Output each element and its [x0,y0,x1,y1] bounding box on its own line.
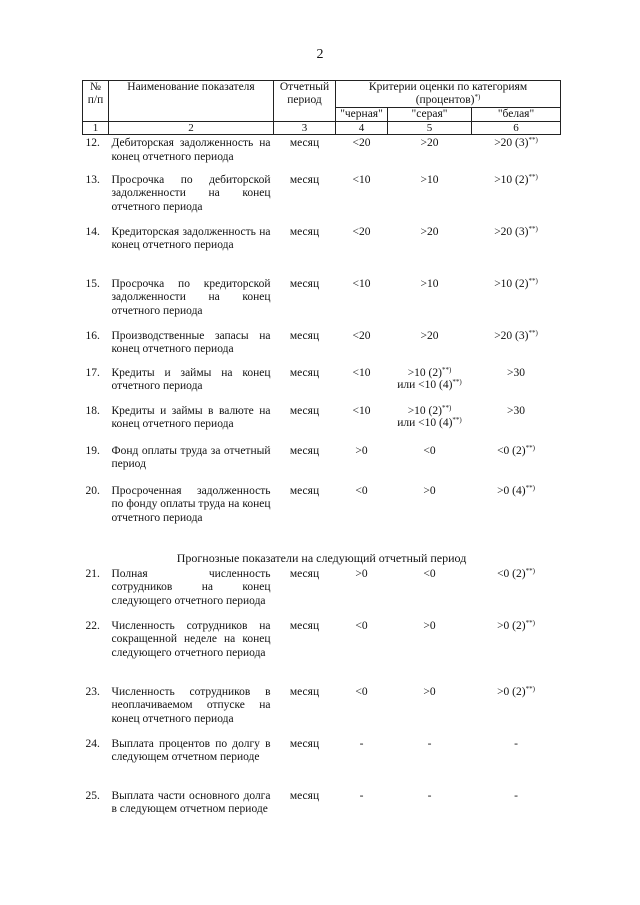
row-number: 24. [85,737,100,750]
table-row [83,276,561,328]
white-criterion: >10 (2)**) [494,172,538,186]
row-number: 13. [85,173,100,186]
table-row [83,328,561,365]
white-criterion: >0 (2)**) [497,684,535,698]
indicator-name: Просрочка по кредиторской задолженности на конец отчетного периода [111,277,271,317]
indicator-name: Кредиторская задолженность на конец отчетного периода [111,225,271,251]
grey-criterion: <0 [423,567,436,580]
row-number: 21. [85,567,100,580]
row-number: 12. [85,137,100,149]
header-period: Отчетный период [274,81,336,122]
reporting-period: месяц [289,737,320,750]
row-number: 18. [85,404,100,417]
reporting-period: месяц [289,619,320,632]
table-row [83,443,561,483]
black-criterion: <0 [355,685,368,698]
grey-criterion: >10 [420,173,439,186]
black-criterion: <10 [352,366,371,379]
black-criterion: <0 [355,619,368,632]
header-indicator-name: Наименование показателя [109,81,274,122]
black-criterion: >0 [355,444,368,457]
grey-criterion: - [427,737,432,750]
white-criterion: >20 (3)**) [494,224,538,238]
black-criterion: <10 [352,404,371,417]
indicator-name: Выплата процентов по долгу в следующем отчетном периоде [111,737,271,763]
row-number: 19. [85,444,100,457]
grey-criterion: >0 [423,685,436,698]
indicator-name: Просроченная задолженность по фонду оплаты труда на конец отчетного периода [111,484,271,524]
white-criterion: >10 (2)**) [494,276,538,290]
table-row [83,483,561,551]
row-number: 15. [85,277,100,290]
grey-criterion: >0 [423,619,436,632]
grey-criterion: >10 (2)**) или <10 (4)**) [397,365,462,391]
indicator-name: Полная численность сотрудников на конец следующего отчетного периода [111,567,271,607]
reporting-period: месяц [289,277,320,290]
white-criterion: - [514,737,518,750]
grey-criterion: <0 [423,444,436,457]
col-number: 2 [109,122,274,135]
header-number: № п/п [83,81,109,122]
header-black: "черная" [336,108,388,122]
indicator-name: Фонд оплаты труда за отчетный период [111,444,271,470]
white-criterion: >0 (4)**) [497,483,535,497]
indicator-name: Выплата части основного долга в следующем отчетном периоде [111,789,271,815]
header-grey: "серая" [388,108,472,122]
black-criterion: - [359,789,364,802]
grey-criterion: >10 [420,277,439,290]
reporting-period: месяц [289,404,320,417]
black-criterion: >0 [355,567,368,580]
grey-criterion: >20 [420,329,439,342]
black-criterion: <20 [352,225,371,238]
row-number: 22. [85,619,100,632]
white-criterion: <0 (2)**) [497,566,535,580]
col-number: 1 [83,122,109,135]
grey-criterion: >0 [423,484,436,497]
table-row [83,224,561,276]
reporting-period: месяц [289,137,320,149]
white-criterion: >20 (3)**) [494,136,538,149]
reporting-period: месяц [289,225,320,238]
row-number: 23. [85,685,100,698]
table-row [83,365,561,403]
table-row [83,172,561,224]
white-criterion: - [514,789,518,802]
section-title: Прогнозные показатели на следующий отчетный период [176,550,467,565]
table-row [83,788,561,838]
col-number: 5 [388,122,472,135]
indicator-name: Производственные запасы на конец отчетного периода [111,329,271,355]
row-number: 14. [85,225,100,238]
header-criteria: Критерии оценки по категориям (процентов)*) [336,81,561,108]
reporting-period: месяц [289,366,320,379]
table-row [83,618,561,684]
indicator-name: Дебиторская задолженность на конец отчетного периода [111,137,271,163]
criteria-table [82,80,561,838]
row-number: 25. [85,789,100,802]
header-white: "белая" [472,108,561,122]
black-criterion: <20 [352,329,371,342]
indicator-name: Просрочка по дебиторской задолженности на конец отчетного периода [111,173,271,213]
table-row [83,135,561,172]
row-number: 17. [85,366,100,379]
black-criterion: <10 [352,173,371,186]
col-number: 6 [472,122,561,135]
table-row [83,736,561,788]
black-criterion: <10 [352,277,371,290]
indicator-name: Численность сотрудников в неоплачиваемом отпуске на конец отчетного периода [111,685,271,725]
white-criterion: <0 (2)**) [497,443,535,457]
table-row [83,684,561,736]
indicator-name: Численность сотрудников на сокращенной неделе на конец следующего отчетного периода [111,619,271,659]
row-number: 20. [85,484,100,497]
black-criterion: <20 [352,137,371,149]
white-criterion: >30 [507,404,525,417]
black-criterion: <0 [355,484,368,497]
reporting-period: месяц [289,567,320,580]
reporting-period: месяц [289,484,320,497]
white-criterion: >20 (3)**) [494,328,538,342]
grey-criterion: >20 [420,137,439,149]
white-criterion: >30 [507,366,525,379]
reporting-period: месяц [289,173,320,186]
indicator-name: Кредиты и займы в валюте на конец отчетного периода [111,404,271,430]
table-row [83,403,561,443]
grey-criterion: >10 (2)**) или <10 (4)**) [397,403,462,429]
row-number: 16. [85,329,100,342]
white-criterion: >0 (2)**) [497,618,535,632]
reporting-period: месяц [289,789,320,802]
grey-criterion: >20 [420,225,439,238]
indicator-name: Кредиты и займы на конец отчетного периода [111,366,271,392]
black-criterion: - [359,737,364,750]
col-number: 4 [336,122,388,135]
grey-criterion: - [427,789,432,802]
table-row [83,566,561,618]
reporting-period: месяц [289,685,320,698]
col-number: 3 [274,122,336,135]
reporting-period: месяц [289,329,320,342]
reporting-period: месяц [289,444,320,457]
page-number: 2 [316,47,324,62]
